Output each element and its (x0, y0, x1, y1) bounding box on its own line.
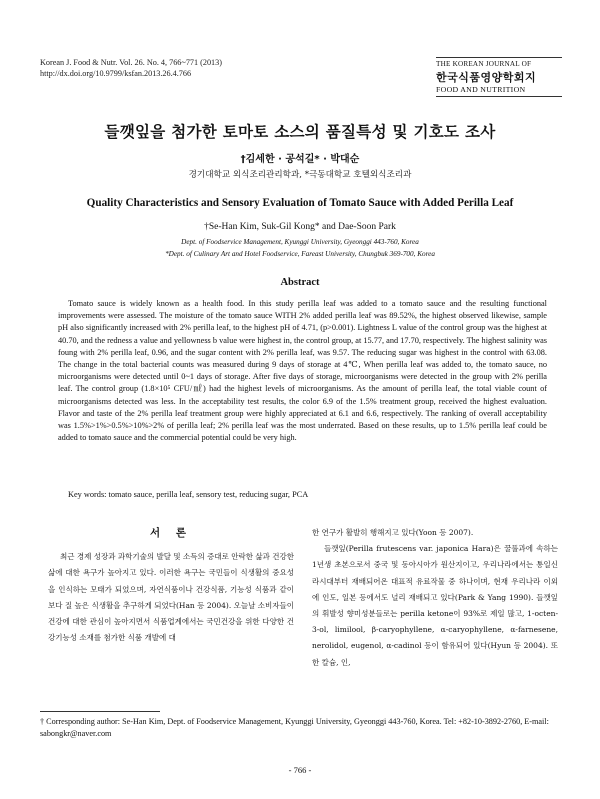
title-english: Quality Characteristics and Sensory Evaluation of Tomato Sauce with Added Perilla Leaf (86, 197, 514, 209)
journal-logo (436, 57, 562, 97)
journal-name-en-bottom: FOOD AND NUTRITION (436, 85, 562, 97)
abstract-body: Tomato sauce is widely known as a health food. In this study perilla leaf was added to a tomato sauce and the resulting functional improvements were assessed. The moisture of the tomato sauce WITH 2% added perilla leaf was 89.52%, the highest observed likewise, sample pH also significantly increased with 2% perilla leaf, to the highest pH of 4.71, (p>0.001). Lightness L value of the control group was the highest at 40.70, and the redness a value and yellowness b value were highest in, the control group, at 15.77, and 17.70, respectively. The highest salinity was foung with 2% perilla leaf, 0.96, and the sugar content with 2% perilla leaf, was 9.57. The reducing sugar was highest in the control with 63.08. The change in the total bacterial counts was measured during 9 days of storage at 4℃, When perilla leaf was added to, the tomato sauce, no microorganisms were detected until 0~1 days of storage. After five days of storage, microorganisms were detected in the group with 2% perilla leaf. The control group (1.8×10⁵ CFU/㎖) had the highest levels of microorganisms. As the amount of perilla leaf, the total viable count of microorganisms detected was less. In the acceptability test results, the color 6.9 of the 1.5% treatment group, received the highest evaluation. Flavor and taste of the 2% perilla leaf treatment group were highly appreciated at 6.1 and 6.6, respectively. The ranking of overall acceptability was 1.5%>1%>0.5%>10%>2% of perilla leaf; 2% perilla leaf was the most underrated. Based on these results, up to 1.5% perilla leaf could be added to tomato sauce and the commercial potential could be very high. (58, 299, 547, 443)
affiliation-2: *Dept. of Culinary Art and Hotel Foodservice, Fareast University, Chungbuk 369-700, Korea (165, 250, 435, 258)
authors-korean: †김세한 · 공석길* · 박대순 (240, 154, 360, 165)
journal-name-ko: 한국식품영양학회지 (436, 71, 537, 84)
intro-paragraph-2: 들깻잎(Perilla frutescens var. japonica Hara)은 꿀풀과에 속하는 1년생 초본으로서 중국 및 동아시아가 원산지이고, 우리나라에서는 통일신라시대부터 재배되어온 대표적 유료작물 중 하나이며, 현재 우리나라 이외에 인도, 일본 등에서도 널리 재배되고 있다(Park & Yang 1990). 들깻잎의 휘발성 향미성분들로는 perilla ketone이 93%로 제일 많고, 1-octen-3-ol, limilool, β-caryophyllene, α-caryophyllene, α-farnesene, nerolidol, eugenol, α-cadinol 등이 함유되어 있다(Hyun 등 2004). 또한 칼슘, 인, (312, 544, 558, 667)
intro-paragraph-1-cont: 한 연구가 활발히 행해지고 있다(Yoon 등 2007). (312, 528, 474, 537)
corresponding-author-footnote: † Corresponding author: Se-Han Kim, Dept. of Foodservice Management, Kyunggi University, Gyeonggi 443-760, Korea. Tel: +82-10-3892-2760, E-mail: sabongkr@naver.com (40, 717, 549, 738)
affiliation-korean: 경기대학교 외식조리관리학과, *극동대학교 호텔외식조리과 (188, 170, 412, 180)
affiliation-1: Dept. of Foodservice Management, Kyunggi University, Gyeonggi 443-760, Korea (181, 238, 419, 246)
footnote-rule (40, 711, 160, 712)
intro-column-right (312, 525, 558, 671)
doi-link[interactable]: http://dx.doi.org/10.9799/ksfan.2013.26.4.766 (40, 69, 192, 78)
abstract-heading: Abstract (280, 277, 320, 288)
intro-paragraph-1: 최근 경제 성장과 과학기술의 발달 및 소득의 증대로 안락한 삶과 건강한 삶에 대한 욕구가 높아지고 있다. 이러한 욕구는 국민들이 식생활의 중요성을 인식하는 모태가 되었으며, 자연식품이나 건강식품, 기능성 식품과 같이 보다 질 높은 식생활을 추구하게 되었다(Han 등 2004). 오늘날 소비자들이 건강에 대한 관심이 높아지면서 식품업계에서는 국민건강을 위한 다양한 건강기능성 소재를 첨가한 식품 개발에 대 (48, 552, 294, 643)
authors-english: †Se-Han Kim, Suk-Gil Kong* and Dae-Soon Park (204, 222, 396, 232)
intro-column-left (48, 525, 294, 646)
title-korean: 들깻잎을 첨가한 토마토 소스의 품질특성 및 기호도 조사 (104, 123, 496, 141)
section-heading-intro: 서 론 (150, 527, 192, 539)
keywords: Key words: tomato sauce, perilla leaf, sensory test, reducing sugar, PCA (68, 490, 309, 499)
page-number: - 766 - (288, 765, 312, 775)
citation-header (40, 57, 222, 79)
citation-line: Korean J. Food & Nutr. Vol. 26. No. 4, 766~771 (2013) (40, 58, 222, 67)
journal-name-en-top: THE KOREAN JOURNAL OF (436, 57, 562, 68)
